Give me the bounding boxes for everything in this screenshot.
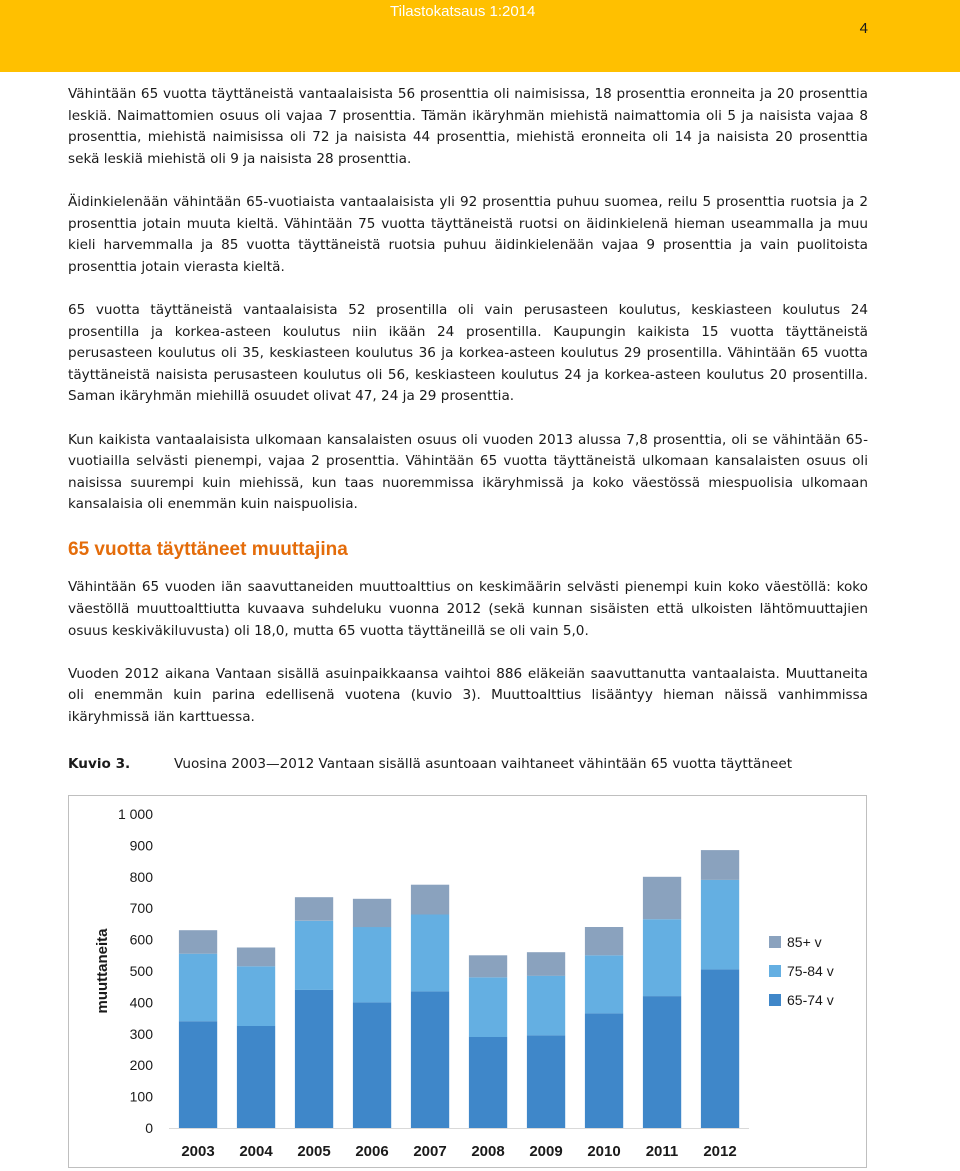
header-bar <box>0 0 960 72</box>
bar-segment-2011-2 <box>643 877 681 919</box>
bar-segment-2005-2 <box>295 897 333 921</box>
paragraph-migration-rate: Vähintään 65 vuoden iän saavuttaneiden muuttoalttius on keskimäärin selvästi pienempi kuin koko väestöllä: koko väestöllä muuttoalttiutta kuvaava suhdeluku vuonna 2012 (sekä kunnan sisäisten että ulkoisten lähtömuuttajien osuus keskiväkiluvusta) oli 18,0, mutta 65 vuotta täyttäneillä se oli vain 5,0. <box>68 579 868 639</box>
y-tick-label: 300 <box>129 1025 153 1042</box>
figure-caption-text: Vuosina 2003—2012 Vantaan sisällä asuntoaan vaihtaneet vähintään 65 vuotta täyttäneet <box>174 756 793 772</box>
x-category-label: 2008 <box>471 1143 505 1160</box>
y-axis-title: muuttaneita <box>94 928 111 1014</box>
bar-segment-2006-2 <box>353 899 391 927</box>
bar-segment-2009-0 <box>527 1035 565 1128</box>
x-category-label: 2005 <box>297 1143 331 1160</box>
x-category-label: 2006 <box>355 1143 389 1160</box>
figure-caption <box>68 755 792 773</box>
bar-segment-2004-1 <box>237 966 275 1026</box>
bar-segment-2012-2 <box>701 850 739 880</box>
bar-segment-2003-0 <box>179 1021 217 1128</box>
page-number: 4 <box>859 20 868 37</box>
chart-frame <box>68 795 867 1168</box>
legend-label: 85+ v <box>787 934 822 950</box>
paragraph-education: 65 vuotta täyttäneistä vantaalaisista 52 prosentilla oli vain perusasteen koulutus, keskiasteen koulutus 24 prosentilla ja korkea-asteen koulutus niin ikään 24 prosentilla. Kaupungin kaikista 15 vuotta täyttäneistä perusasteen koulutus oli 35, keskiasteen koulutus 36 ja korkea-asteen koulutus 29 prosentilla. Vähintään 65 vuotta täyttäneistä naisista perusasteen koulutus oli 56, keskiasteen koulutus 24 ja korkea-asteen koulutus 20 prosentilla. Saman ikäryhmän miehillä osuudet olivat 47, 24 ja 29 prosenttia. <box>68 301 868 405</box>
bar-segment-2012-0 <box>701 969 739 1128</box>
y-tick-label: 800 <box>129 868 153 885</box>
y-tick-label: 500 <box>129 963 153 979</box>
y-tick-label: 600 <box>129 931 153 948</box>
bar-segment-2008-2 <box>469 955 507 977</box>
legend-swatch <box>769 965 781 977</box>
stacked-bar-chart <box>69 796 866 1167</box>
y-tick-label: 400 <box>129 994 153 1011</box>
bar-segment-2011-1 <box>643 919 681 996</box>
legend-label: 75-84 v <box>787 963 834 979</box>
bar-segment-2008-0 <box>469 1037 507 1128</box>
legend-swatch <box>769 936 781 948</box>
bar-segment-2009-2 <box>527 952 565 976</box>
bar-segment-2004-2 <box>237 948 275 967</box>
bar-segment-2006-1 <box>353 927 391 1002</box>
x-category-label: 2003 <box>181 1143 215 1160</box>
bar-segment-2005-0 <box>295 990 333 1128</box>
y-tick-label: 200 <box>129 1057 153 1074</box>
legend-swatch <box>769 994 781 1006</box>
x-category-label: 2010 <box>587 1143 621 1160</box>
paragraph-marital-status: Vähintään 65 vuotta täyttäneistä vantaalaisista 56 prosenttia oli naimisissa, 18 prosenttia eronneita ja 20 prosenttia leskiä. Naimattomien osuus oli vajaa 7 prosenttia. Tämän ikäryhmän miehistä naimattomia oli 5 ja naisista vajaa 8 prosenttia, miehistä naimisissa oli 72 ja naisista 44 prosenttia, miehistä eronneita oli 14 ja naisista 20 prosenttia sekä leskiä miehistä oli 9 ja naisista 28 prosenttia. <box>68 86 868 167</box>
legend-label: 65-74 v <box>787 992 834 1008</box>
body-text <box>68 84 868 750</box>
x-category-label: 2009 <box>529 1143 563 1160</box>
bar-segment-2007-1 <box>411 915 449 992</box>
y-tick-label: 900 <box>129 837 153 854</box>
bar-segment-2007-2 <box>411 885 449 915</box>
bar-segment-2005-1 <box>295 921 333 990</box>
y-tick-label: 0 <box>145 1120 153 1136</box>
x-category-label: 2012 <box>703 1143 737 1160</box>
section-heading: 65 vuotta täyttäneet muuttajina <box>68 539 348 561</box>
publication-title: Tilastokatsaus 1:2014 <box>390 3 536 20</box>
y-tick-label: 100 <box>129 1088 153 1105</box>
bar-segment-2008-1 <box>469 977 507 1037</box>
bar-segment-2012-1 <box>701 880 739 970</box>
x-category-label: 2007 <box>413 1143 447 1160</box>
bar-segment-2004-0 <box>237 1026 275 1128</box>
bar-segment-2011-0 <box>643 996 681 1128</box>
y-tick-label: 700 <box>129 900 153 917</box>
bar-segment-2003-1 <box>179 954 217 1022</box>
bar-segment-2010-1 <box>585 955 623 1013</box>
x-category-label: 2011 <box>645 1143 679 1160</box>
x-category-label: 2004 <box>239 1143 273 1160</box>
paragraph-moves-2012: Vuoden 2012 aikana Vantaan sisällä asuinpaikkaansa vaihtoi 886 eläkeiän saavuttanutta vantaalaista. Muuttaneita oli enemmän kuin parina edellisenä vuotena (kuvio 3). Muuttoalttius lisääntyy hieman näissä vanhimmissa ikäryhmissä iän karttuessa. <box>68 665 868 726</box>
bar-segment-2010-0 <box>585 1013 623 1128</box>
bar-segment-2007-0 <box>411 991 449 1128</box>
bar-segment-2010-2 <box>585 927 623 955</box>
bar-segment-2006-0 <box>353 1002 391 1128</box>
figure-label: Kuvio 3. <box>68 756 131 772</box>
y-tick-label: 1 000 <box>117 806 153 822</box>
paragraph-foreign-citizens: Kun kaikista vantaalaisista ulkomaan kansalaisten osuus oli vuoden 2013 alussa 7,8 prosenttia, oli se vähintään 65-vuotiailla selvästi pienempi, vajaa 2 prosenttia. Vähintään 65 vuotta täyttäneistä ulkomaan kansalaisten osuus oli naisissa suurempi kuin miehissä, kun taas nuoremmissa ikäryhmissä ja koko väestössä miespuolisia ulkomaan kansalaisia oli enemmän kuin naispuolisia. <box>68 431 868 513</box>
bar-segment-2003-2 <box>179 930 217 954</box>
paragraph-language: Äidinkielenään vähintään 65-vuotiaista vantaalaisista yli 92 prosenttia puhuu suomea, reilu 5 prosenttia ruotsia ja 2 prosenttia jotain muuta kieltä. Vähintään 75 vuotta täyttäneistä ruotsi on äidinkielenä hieman useammalla ja muu kieli harvemmalla ja 85 vuotta täyttäneistä ruotsia puhuu äidinkielenään vajaa 9 prosenttia ja vain puolitoista prosenttia jotain vierasta kieltä. <box>68 193 868 275</box>
bar-segment-2009-1 <box>527 976 565 1036</box>
